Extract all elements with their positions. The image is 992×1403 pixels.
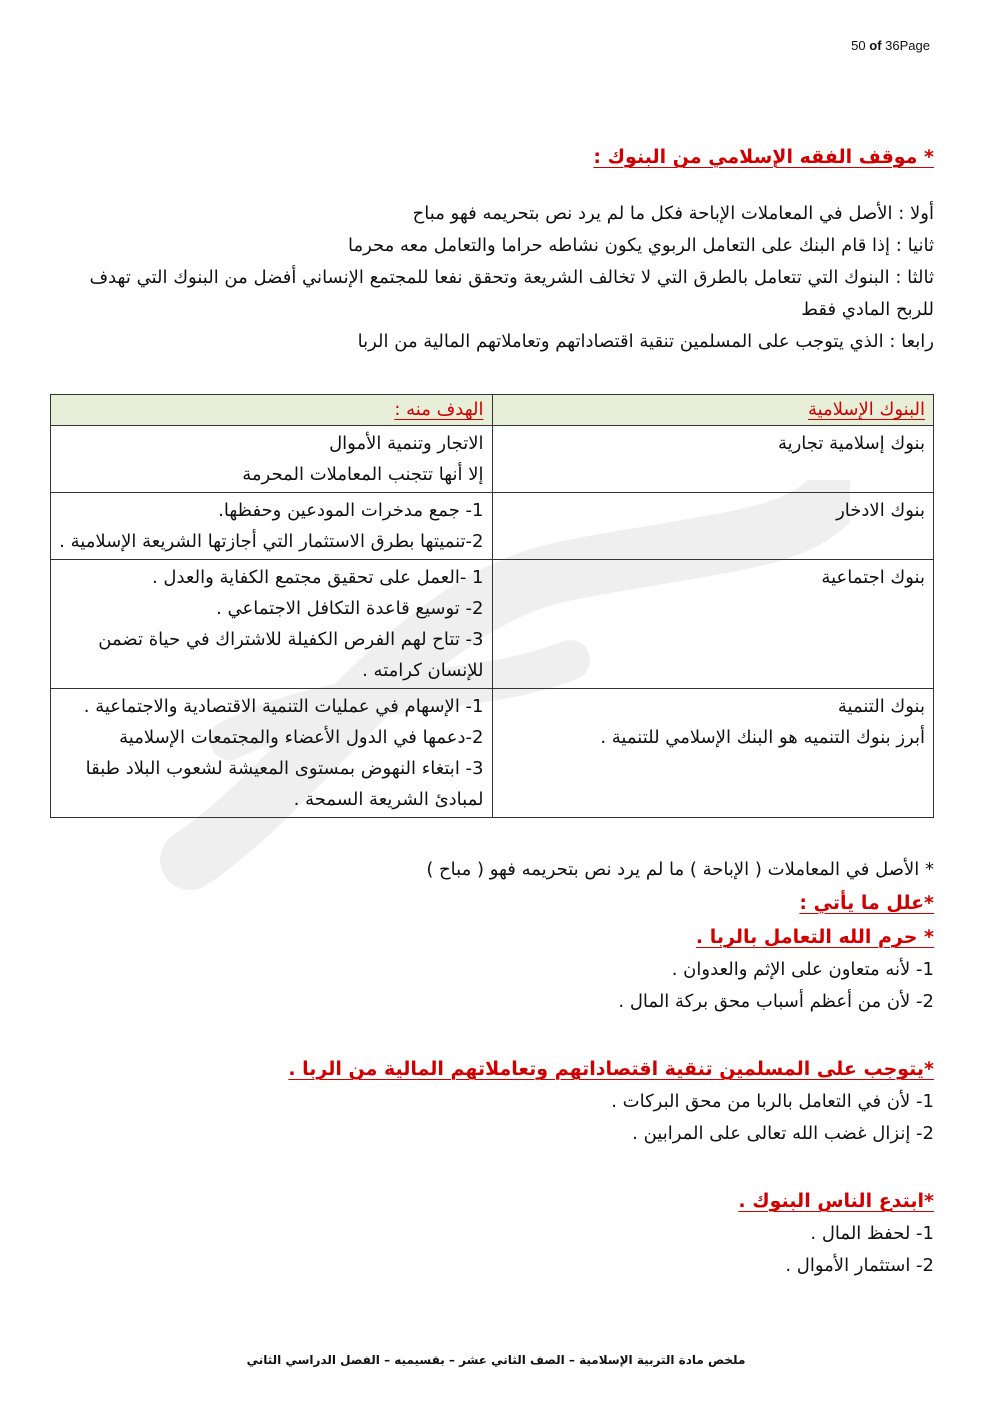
table-row	[51, 426, 934, 493]
purify-section	[50, 1052, 934, 1150]
list-item: 1- لأن في التعامل بالربا من محق البركات .	[611, 1091, 934, 1112]
point-item: ثالثا : البنوك التي تتعامل بالطرق التي لا تخالف الشريعة وتحقق نفعا للمجتمع الإنساني أفضل من البنوك التي تهدف للربح المادي فقط	[89, 267, 934, 320]
goal-cell: الاتجار وتنمية الأموال إلا أنها تتجنب المعاملات المحرمة	[51, 426, 493, 493]
point-item: أولا : الأصل في المعاملات الإباحة فكل ما لم يرد نص بتحريمه فهو مباح	[412, 203, 934, 224]
bank-cell: بنوك التنمية أبرز بنوك التنميه هو البنك الإسلامي للتنمية .	[492, 689, 934, 818]
bank-cell: بنوك إسلامية تجارية	[492, 426, 934, 493]
table-row	[51, 560, 934, 689]
list-item: 1- لحفظ المال .	[810, 1223, 934, 1244]
page-footer: ملخص مادة التربية الإسلامية – الصف الثاني عشر – بقسيميه – الفصل الدراسي الثاني	[246, 1353, 746, 1367]
rule-statement: * الأصل في المعاملات ( الإباحة ) ما لم يرد نص بتحريمه فهو ( مباح )	[426, 859, 934, 880]
header-goal: الهدف منه :	[51, 395, 493, 426]
list-item: 2- لأن من أعظم أسباب محق بركة المال .	[618, 991, 934, 1012]
header-bank: البنوك الإسلامية	[492, 395, 934, 426]
banks-table	[50, 394, 934, 818]
goal-cell: 1- الإسهام في عمليات التنمية الاقتصادية والاجتماعية . 2-دعمها في الدول الأعضاء والمجتمعات الإسلامية 3- ابتغاء النهوض بمستوى المعيشة لشعوب البلاد طبقا لمبادئ الشريعة السمحة .	[51, 689, 493, 818]
banks-origin-section	[50, 1184, 934, 1282]
purify-heading: *يتوجب على المسلمين تنقية اقتصاداتهم وتعاملاتهم المالية من الربا .	[288, 1058, 934, 1080]
point-item: ثانيا : إذا قام البنك على التعامل الربوي يكون نشاطه حراما والتعامل معه محرما	[347, 235, 934, 256]
point-item: رابعا : الذي يتوجب على المسلمين تنقية اقتصاداتهم وتعاملاتهم المالية من الربا	[357, 331, 934, 352]
list-item: 1- لأنه متعاون على الإثم والعدوان .	[671, 959, 934, 980]
bank-cell: بنوك الادخار	[492, 493, 934, 560]
table-row	[51, 493, 934, 560]
page-title: * موقف الفقه الإسلامي من البنوك :	[593, 146, 934, 168]
points-list	[50, 198, 934, 358]
list-item: 2- إنزال غضب الله تعالى على المرابين .	[632, 1123, 934, 1144]
page-number: 50 of 36Page	[851, 38, 930, 53]
goal-cell: 1- جمع مدخرات المودعين وحفظها. 2-تنميتها بطرق الاستثمار التي أجازتها الشريعة الإسلامية .	[51, 493, 493, 560]
banks-heading: *ابتدع الناس البنوك .	[738, 1190, 934, 1212]
table-row	[51, 689, 934, 818]
list-item: 2- استثمار الأموال .	[785, 1255, 934, 1276]
bank-cell: بنوك اجتماعية	[492, 560, 934, 689]
goal-cell: 1 -العمل على تحقيق مجتمع الكفاية والعدل . 2- توسيع قاعدة التكافل الاجتماعي . 3- تتاح لهم الفرص الكفيلة للاشتراك في حياة تضمن للإنسان كرامته .	[51, 560, 493, 689]
riba-heading: * حرم الله التعامل بالربا .	[695, 926, 934, 948]
table-header-row	[51, 395, 934, 426]
explain-section	[50, 854, 934, 1018]
explain-heading: *علل ما يأتي :	[799, 892, 934, 914]
document-body	[50, 140, 934, 1282]
